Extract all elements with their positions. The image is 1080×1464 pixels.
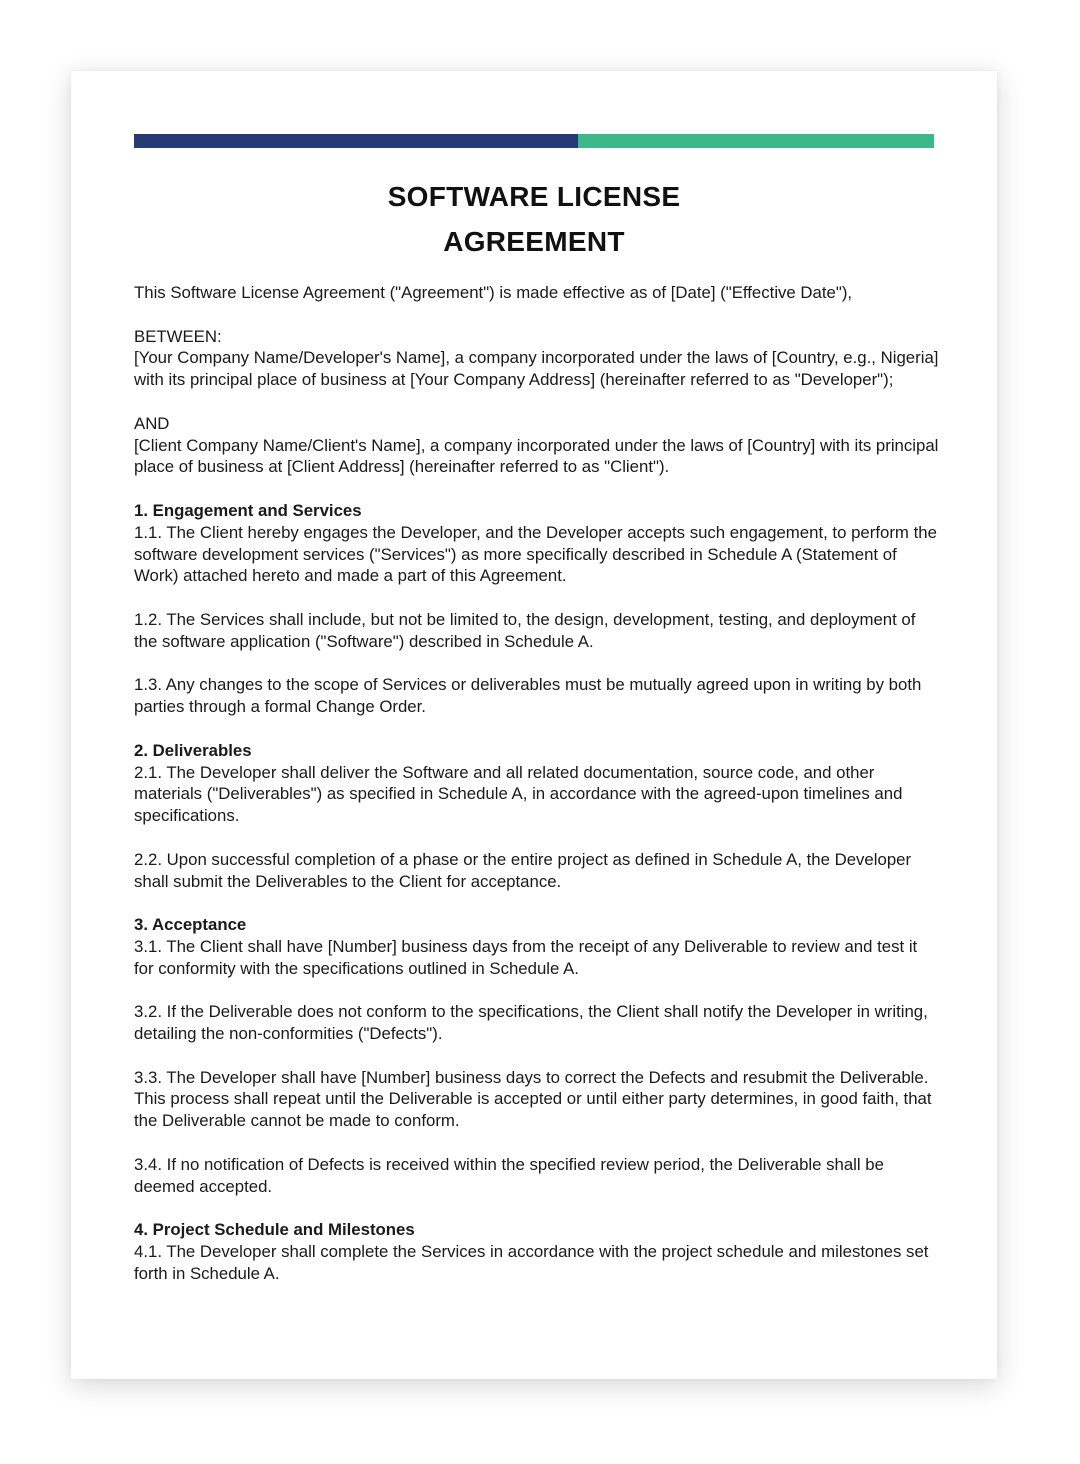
document-body (134, 282, 939, 1306)
section-heading: 1. Engagement and Services (134, 500, 362, 520)
clause-paragraph: 1.2. The Services shall include, but not be limited to, the design, development, testing, and deployment of the software application ("Software") described in Schedule A. (134, 609, 916, 651)
accent-bar-navy (134, 134, 578, 148)
and-label: AND (134, 413, 170, 433)
document-page (71, 71, 997, 1379)
clause-paragraph: 3.1. The Client shall have [Number] business days from the receipt of any Deliverable to review and test it for conformity with the specifications outlined in Schedule A. (134, 936, 918, 978)
clause-paragraph: 4.1. The Developer shall complete the Services in accordance with the project schedule and milestones set forth in Schedule A. (134, 1242, 929, 1283)
document-title (134, 174, 934, 264)
clause-paragraph: 2.1. The Developer shall deliver the Software and all related documentation, source code, and other materials ("Deliverables") as specified in Schedule A, in accordance with the agreed-upon timelines and specifications. (134, 762, 903, 826)
intro-paragraph: This Software License Agreement ("Agreement") is made effective as of [Date] ("Effective Date"), (134, 283, 853, 302)
client-party-paragraph: [Client Company Name/Client's Name], a company incorporated under the laws of [Country] with its principal place of business at [Client Address] (hereinafter referred to as "Client"). (134, 435, 939, 477)
clause-paragraph: 3.3. The Developer shall have [Number] business days to correct the Defects and resubmit the Deliverable. This process shall repeat until the Deliverable is accepted or until either party determines, in good faith, that the Deliverable cannot be made to conform. (134, 1067, 932, 1131)
header-accent-bar (134, 134, 934, 148)
clause-paragraph: 1.1. The Client hereby engages the Developer, and the Developer accepts such engagement, to perform the software development services ("Services") as more specifically described in Schedule A (Statement of Work) attached hereto and made a part of this Agreement. (134, 522, 937, 586)
section-heading: 3. Acceptance (134, 915, 247, 935)
clause-paragraph: 3.2. If the Deliverable does not conform to the specifications, the Client shall notify the Developer in writing, detailing the non-conformities ("Defects"). (134, 1002, 928, 1044)
clause-paragraph: 3.4. If no notification of Defects is received within the specified review period, the Deliverable shall be deemed accepted. (134, 1154, 884, 1196)
developer-party-paragraph: [Your Company Name/Developer's Name], a company incorporated under the laws of [Country, e.g., Nigeria] with its principal place of business at [Your Company Address] (hereinafter referred to as "Developer"); (134, 348, 939, 390)
document-title-line-2: AGREEMENT (443, 226, 625, 257)
clause-paragraph: 2.2. Upon successful completion of a phase or the entire project as defined in Schedule A, the Developer shall submit the Deliverables to the Client for acceptance. (134, 849, 912, 891)
section-heading: 4. Project Schedule and Milestones (134, 1220, 415, 1240)
between-label: BETWEEN: (134, 326, 222, 346)
section-heading: 2. Deliverables (134, 740, 252, 760)
accent-bar-green (578, 134, 934, 148)
document-title-line-1: SOFTWARE LICENSE (387, 181, 681, 212)
clause-paragraph: 1.3. Any changes to the scope of Services or deliverables must be mutually agreed upon in writing by both parties through a formal Change Order. (134, 675, 922, 717)
